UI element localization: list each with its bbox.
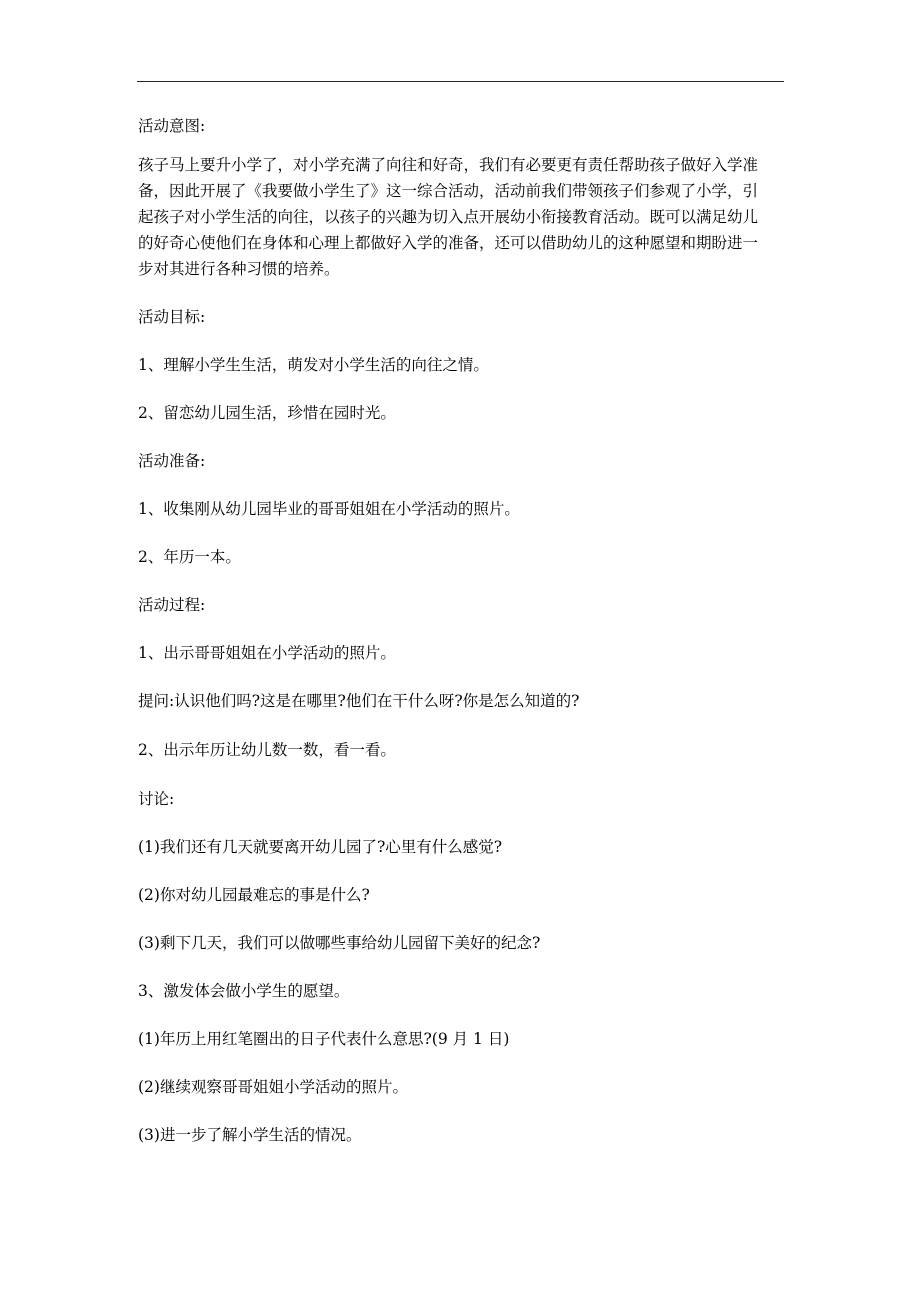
- intent-line: 起孩子对小学生活的向往，以孩子的兴趣为切入点开展幼小衔接教育活动。既可以满足幼儿: [138, 208, 759, 226]
- intent-line: 步对其进行各种习惯的培养。: [138, 260, 340, 278]
- heading-preparation: 活动准备:: [138, 452, 206, 470]
- intent-line: 备，因此开展了《我要做小学生了》这一综合活动，活动前我们带领孩子们参观了小学，引: [138, 182, 759, 200]
- process-step-1: 1、出示哥哥姐姐在小学活动的照片。: [138, 644, 396, 662]
- discussion-item-3: (3)剩下几天，我们可以做哪些事给幼儿园留下美好的纪念?: [138, 934, 541, 952]
- goal-item-2: 2、留恋幼儿园生活，珍惜在园时光。: [138, 404, 396, 422]
- process-step-3: 3、激发体会做小学生的愿望。: [138, 982, 350, 1000]
- process-step-2: 2、出示年历让幼儿数一数，看一看。: [138, 741, 396, 759]
- prep-item-2: 2、年历一本。: [138, 548, 241, 566]
- intent-line: 孩子马上要升小学了，对小学充满了向往和好奇，我们有必要更有责任帮助孩子做好入学准: [138, 156, 759, 174]
- discussion-label: 讨论:: [138, 790, 175, 808]
- discussion-item-1: (1)我们还有几天就要离开幼儿园了?心里有什么感觉?: [138, 838, 503, 856]
- step3-item-1: (1)年历上用红笔圈出的日子代表什么意思?(9 月 1 日): [138, 1030, 510, 1048]
- intent-paragraph: [138, 152, 788, 282]
- step3-item-3: (3)进一步了解小学生活的情况。: [138, 1126, 362, 1144]
- heading-intent: 活动意图:: [138, 117, 206, 135]
- heading-process: 活动过程:: [138, 596, 206, 614]
- intent-line: 的好奇心使他们在身体和心理上都做好入学的准备，还可以借助幼儿的这种愿望和期盼进一: [138, 234, 759, 252]
- discussion-item-2: (2)你对幼儿园最难忘的事是什么?: [138, 886, 370, 904]
- goal-item-1: 1、理解小学生生活，萌发对小学生活的向往之情。: [138, 356, 489, 374]
- header-rule: [137, 81, 784, 82]
- step3-item-2: (2)继续观察哥哥姐姐小学活动的照片。: [138, 1078, 408, 1096]
- heading-goals: 活动目标:: [138, 308, 206, 326]
- prep-item-1: 1、收集刚从幼儿园毕业的哥哥姐姐在小学活动的照片。: [138, 500, 520, 518]
- question-text: 提问:认识他们吗?这是在哪里?他们在干什么呀?你是怎么知道的?: [138, 692, 580, 710]
